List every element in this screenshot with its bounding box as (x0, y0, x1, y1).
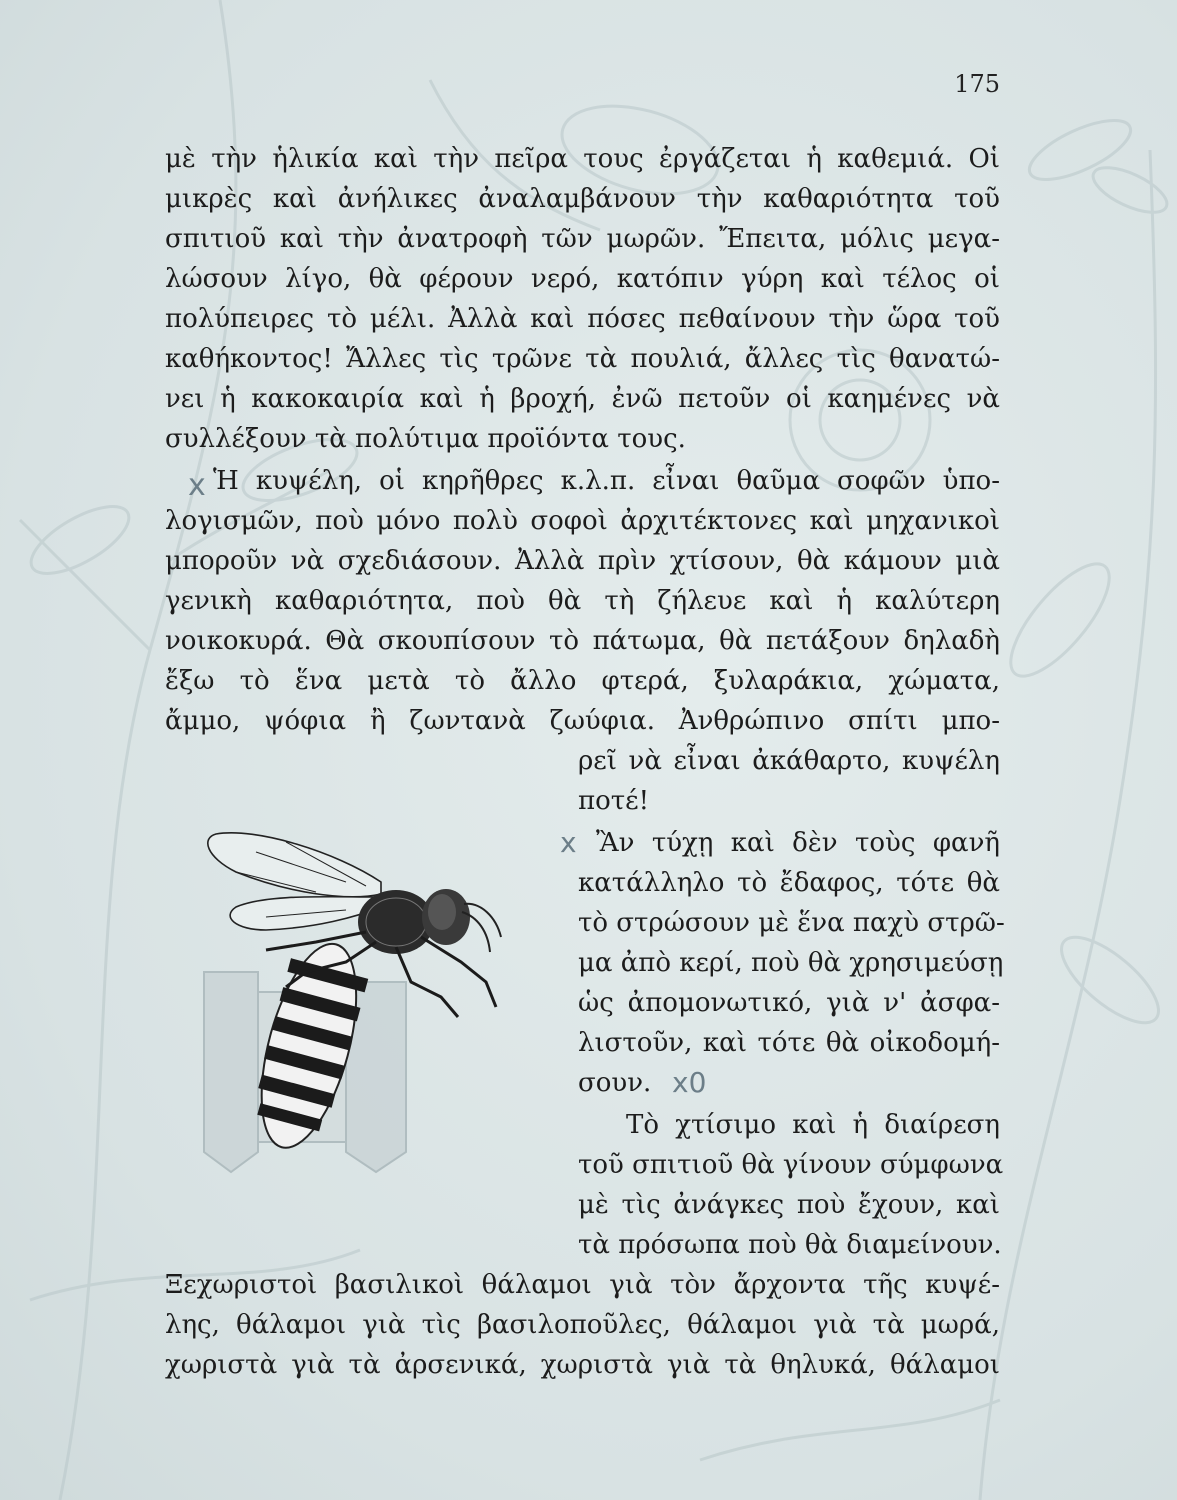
text-line: νει ἡ κακοκαιρία καὶ ἡ βροχή, ἐνῶ πετοῦν οἱ καημένες νὰ (165, 384, 1000, 414)
text-line: σπιτιοῦ καὶ τὴν ἀνατροφὴ τῶν μωρῶν. Ἔπειτα, μόλις μεγα- (165, 224, 1000, 254)
text-line: λης, θάλαμοι γιὰ τὶς βασιλοποῦλες, θάλαμοι γιὰ τὰ μωρά, (165, 1310, 1000, 1340)
text-line: Ξεχωριστοὶ βασιλικοὶ θάλαμοι γιὰ τὸν ἄρχοντα τῆς κυψέ- (165, 1270, 1000, 1300)
text-line: Τὸ χτίσιμο καὶ ἡ διαίρεση (626, 1110, 1000, 1140)
text-line: ποτέ! (578, 786, 650, 816)
text-line: μποροῦν νὰ σχεδιάσουν. Ἀλλὰ πρὶν χτίσουν, θὰ κάμουν μιὰ (165, 546, 1000, 576)
text-line: σουν. (578, 1068, 652, 1098)
text-line: ρεῖ νὰ εἶναι ἀκάθαρτο, κυψέλη (578, 746, 1000, 776)
text-line: τὸ στρώσουν μὲ ἕνα παχὺ στρῶ- (578, 908, 1005, 938)
text-line: τὰ πρόσωπα ποὺ θὰ διαμείνουν. (578, 1230, 1002, 1260)
bee-illustration (196, 822, 526, 1182)
text-line: λογισμῶν, ποὺ μόνο πολὺ σοφοὶ ἀρχιτέκτονες καὶ μηχανικοὶ (165, 506, 1000, 536)
text-line: μὲ τὶς ἀνάγκες ποὺ ἔχουν, καὶ (578, 1190, 1000, 1220)
text-line: κατάλληλο τὸ ἔδαφος, τότε θὰ (578, 868, 1000, 898)
text-line: τοῦ σπιτιοῦ θὰ γίνουν σύμφωνα (578, 1150, 1004, 1180)
text-line: λιστοῦν, καὶ τότε θὰ οἰκοδομή- (578, 1028, 1000, 1058)
text-line: Ἡ κυψέλη, οἱ κηρῆθρες κ.λ.π. εἶναι θαῦμα σοφῶν ὑπο- (213, 466, 1000, 496)
pencil-mark: x (188, 468, 206, 503)
text-line: καθήκοντος! Ἄλλες τὶς τρῶνε τὰ πουλιά, ἄλλες τὶς θανατώ- (165, 344, 1000, 374)
text-line: γενικὴ καθαριότητα, ποὺ θὰ τὴ ζήλευε καὶ ἡ καλύτερη (165, 586, 1000, 616)
text-line: μα ἀπὸ κερί, ποὺ θὰ χρησιμεύσῃ (578, 948, 1004, 978)
page-number: 175 (954, 70, 1000, 98)
text-line: πολύπειρες τὸ μέλι. Ἀλλὰ καὶ πόσες πεθαίνουν τὴν ὥρα τοῦ (165, 304, 1000, 334)
text-line: μικρὲς καὶ ἀνήλικες ἀναλαμβάνουν τὴν καθαριότητα τοῦ (165, 184, 1000, 214)
pencil-mark: x0 (672, 1066, 707, 1099)
text-line: Ἂν τύχῃ καὶ δὲν τοὺς φανῆ (596, 828, 1000, 858)
text-line: μὲ τὴν ἡλικία καὶ τὴν πεῖρα τους ἐργάζεται ἡ καθεμιά. Οἱ (165, 144, 1000, 174)
text-line: νοικοκυρά. Θὰ σκουπίσουν τὸ πάτωμα, θὰ πετάξουν δηλαδὴ (165, 626, 1000, 656)
text-line: ὡς ἀπομονωτικό, γιὰ ν' ἀσφα- (578, 988, 1000, 1018)
text-line: ἄμμο, ψόφια ἢ ζωντανὰ ζωύφια. Ἀνθρώπινο σπίτι μπο- (165, 706, 1000, 736)
pencil-mark: x (560, 826, 577, 859)
text-line: χωριστὰ γιὰ τὰ ἀρσενικά, χωριστὰ γιὰ τὰ θηλυκά, θάλαμοι (165, 1350, 1000, 1380)
text-line: λώσουν λίγο, θὰ φέρουν νερό, κατόπιν γύρη καὶ τέλος οἱ (165, 264, 1000, 294)
text-line: συλλέξουν τὰ πολύτιμα προϊόντα τους. (165, 424, 686, 454)
text-line: ἔξω τὸ ἕνα μετὰ τὸ ἄλλο φτερά, ξυλαράκια, χώματα, (165, 666, 1000, 696)
